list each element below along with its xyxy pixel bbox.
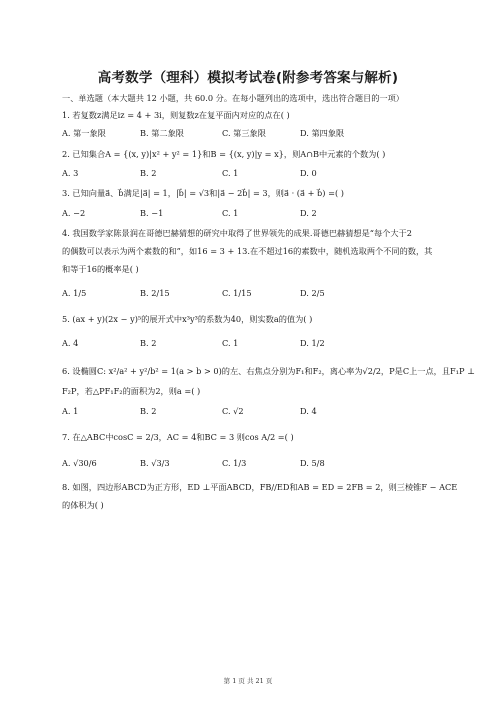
question-3-options bbox=[62, 208, 442, 219]
option-d: D. 2 bbox=[300, 208, 317, 218]
option-d: D. 2/5 bbox=[300, 288, 325, 298]
option-d: D. 4 bbox=[300, 406, 317, 416]
option-b: B. √3/3 bbox=[140, 458, 170, 468]
option-a: A. 4 bbox=[62, 338, 79, 348]
section-heading: 一、单选题（本大题共 12 小题，共 60.0 分。在每小题列出的选项中，选出符合题目的一项） bbox=[62, 93, 404, 103]
option-b: B. 第二象限 bbox=[140, 128, 184, 138]
page-footer: 第 1 页 共 21 页 bbox=[223, 677, 273, 685]
question-5-options bbox=[62, 338, 442, 349]
option-c: C. 1 bbox=[222, 208, 239, 218]
question-6-options bbox=[62, 406, 442, 417]
option-d: D. 第四象限 bbox=[300, 128, 345, 138]
option-c: C. √2 bbox=[222, 406, 244, 416]
option-c: C. 1/3 bbox=[222, 458, 247, 468]
option-d: D. 5/8 bbox=[300, 458, 325, 468]
option-b: B. 2/15 bbox=[140, 288, 170, 298]
page-title: 高考数学（理科）模拟考试卷(附参考答案与解析) bbox=[97, 70, 399, 86]
question-6-stem-line-1: 6. 设椭圆C: x²/a² + y²/b² = 1(a > b > 0)的左、右焦点分别为F₁和F₂，离心率为√2/2，P是C上一点，且F₁P ⊥ bbox=[62, 366, 475, 376]
option-a: A. √30/6 bbox=[62, 458, 97, 468]
question-4-stem-line-3: 和等于16的概率是( ) bbox=[62, 264, 139, 274]
option-d: D. 0 bbox=[300, 168, 317, 178]
option-b: B. 2 bbox=[140, 406, 157, 416]
question-3-stem: 3. 已知向量a⃗、b⃗满足|a⃗| = 1，|b⃗| = √3和|a⃗ − 2b⃗| = 3，则a⃗ · (a⃗ + b⃗) =( ) bbox=[62, 188, 344, 198]
option-d: D. 1/2 bbox=[300, 338, 325, 348]
option-c: C. 1 bbox=[222, 168, 239, 178]
option-a: A. 1/5 bbox=[62, 288, 87, 298]
option-a: A. −2 bbox=[62, 208, 86, 218]
option-a: A. 1 bbox=[62, 406, 79, 416]
question-4-stem-line-1: 4. 我国数学家陈景润在哥德巴赫猜想的研究中取得了世界领先的成果.哥德巴赫猜想是“每个大于2 bbox=[62, 228, 412, 238]
option-c: C. 第三象限 bbox=[222, 128, 266, 138]
option-b: B. −1 bbox=[140, 208, 164, 218]
question-2-stem: 2. 已知集合A = {(x, y)|x² + y² = 1}和B = {(x, y)|y = x}，则A∩B中元素的个数为( ) bbox=[62, 149, 386, 159]
option-c: C. 1/15 bbox=[222, 288, 252, 298]
option-a: A. 3 bbox=[62, 168, 79, 178]
question-5-stem: 5. (ax + y)(2x − y)⁵的展开式中x³y³的系数为40，则实数a的值为( ) bbox=[62, 314, 313, 324]
option-b: B. 2 bbox=[140, 338, 157, 348]
question-1-stem: 1. 若复数z满足iz = 4 + 3i，则复数z在复平面内对应的点在( ) bbox=[62, 110, 290, 120]
question-2-options bbox=[62, 168, 442, 179]
question-8-stem-line-2: 的体积为( ) bbox=[62, 500, 104, 510]
question-7-options bbox=[62, 458, 442, 469]
question-8-stem-line-1: 8. 如图，四边形ABCD为正方形，ED ⊥平面ABCD，FB//ED和AB = ED = 2FB = 2，则三棱锥F − ACE bbox=[62, 482, 458, 492]
question-4-options bbox=[62, 288, 442, 299]
question-1-options bbox=[62, 128, 442, 139]
option-b: B. 2 bbox=[140, 168, 157, 178]
question-4-stem-line-2: 的偶数可以表示为两个素数的和”，如16 = 3 + 13.在不超过16的素数中，随机选取两个不同的数，其 bbox=[62, 246, 433, 256]
question-7-stem: 7. 在△ABC中cosC = 2/3，AC = 4和BC = 3 则cos A/2 =( ) bbox=[62, 432, 294, 442]
option-c: C. 1 bbox=[222, 338, 239, 348]
question-6-stem-line-2: F₂P，若△PF₁F₂的面积为2，则a =( ) bbox=[62, 386, 201, 396]
option-a: A. 第一象限 bbox=[62, 128, 106, 138]
